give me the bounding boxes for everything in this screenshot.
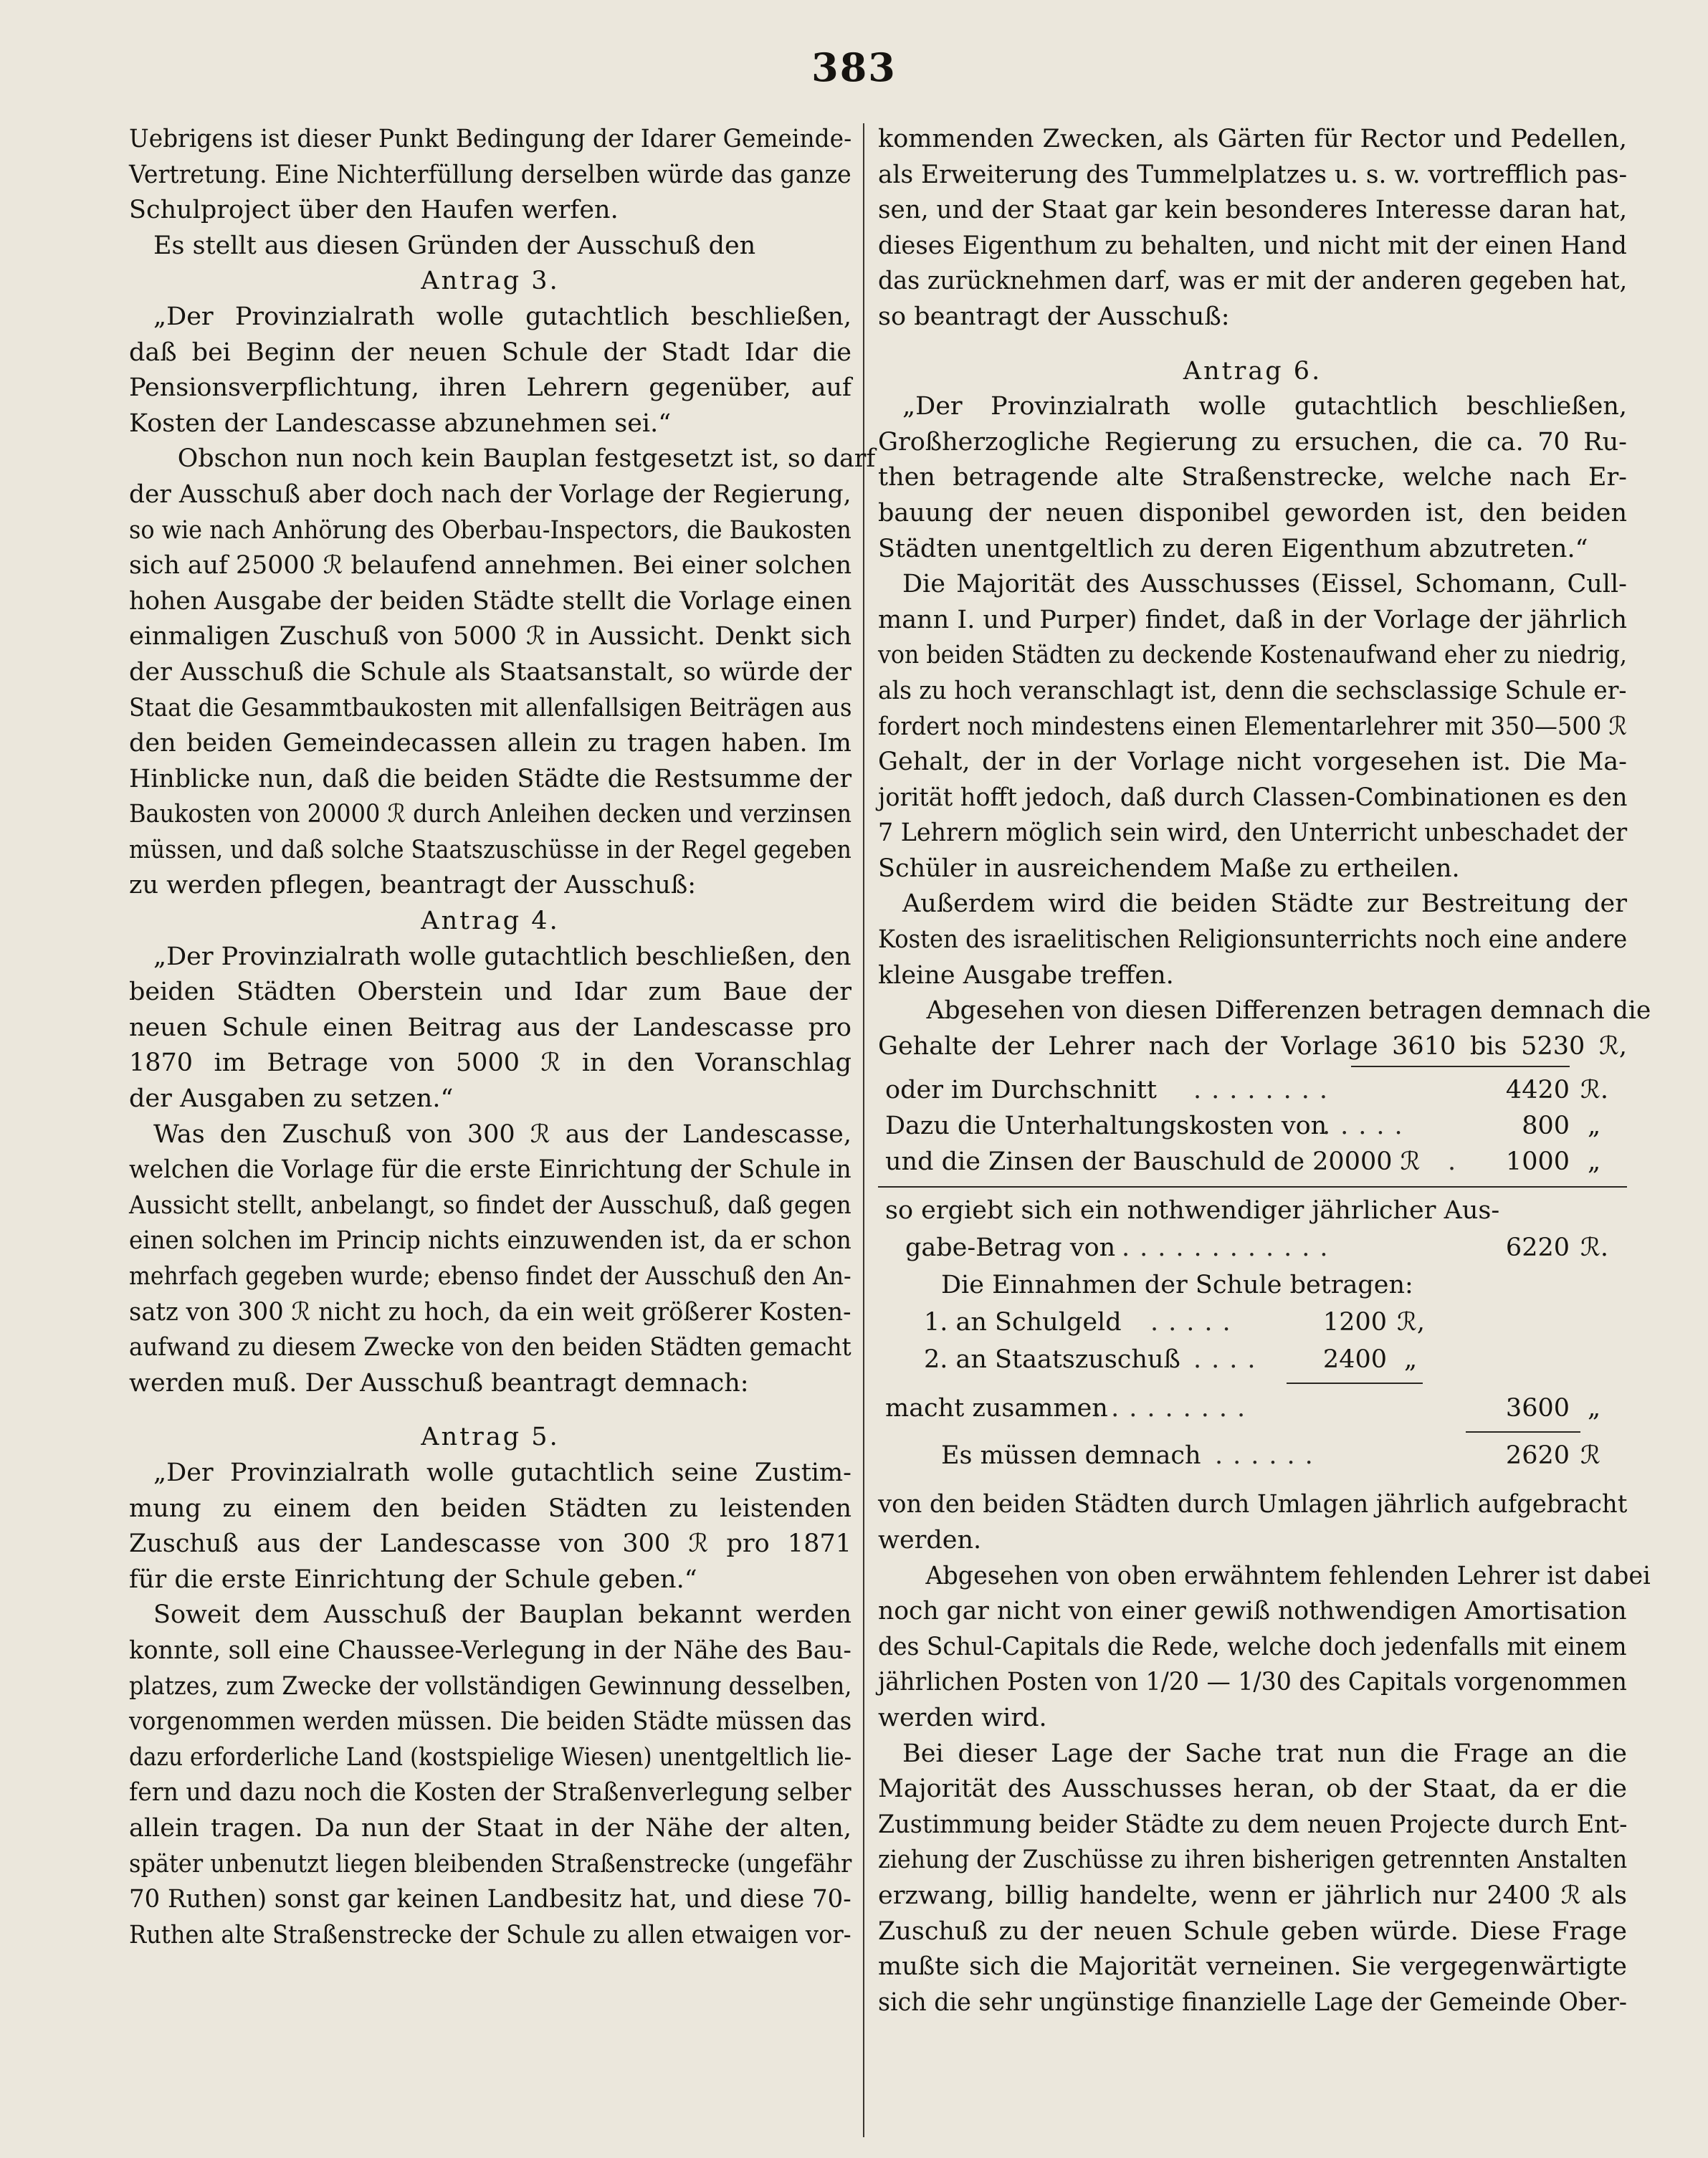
text-line: Zuschuß zu der neuen Schule geben würde. Diese Frage [878, 1916, 1627, 1946]
text-line: Außerdem wird die beiden Städte zur Bestreitung der [902, 889, 1627, 919]
motion-heading: Antrag 3. [421, 267, 560, 296]
paragraph [878, 993, 1651, 1064]
text-line: „Der Provinzialrath wolle gutachtlich beschließen, [902, 392, 1627, 421]
text-line: von den beiden Städten durch Umlagen jährlich aufgebracht [878, 1490, 1628, 1519]
page-number: 383 [811, 44, 897, 90]
text-line: hohen Ausgabe der beiden Städte stellt die Vorlage einen [129, 586, 852, 616]
leader-dots: .... [1193, 1345, 1266, 1375]
text-line: mehrfach gegeben wurde; ebenso findet der Ausschuß den An- [129, 1262, 851, 1291]
text-line: Großherzogliche Regierung zu ersuchen, die ca. 70 Ru- [878, 427, 1627, 457]
text-line: Baukosten von 20000 ℛ︀ durch Anleihen decken und verzinsen [129, 800, 852, 829]
motion-heading: Antrag 4. [421, 907, 560, 936]
motion-heading: Antrag 5. [421, 1423, 560, 1452]
motion-quote [129, 300, 851, 441]
text-line: Zustimmung beider Städte zu dem neuen Projecte durch Ent- [878, 1810, 1628, 1839]
text-line: mann I. und Purper) findet, daß in der Vorlage der jährlich [878, 605, 1627, 634]
rule-line [1466, 1431, 1580, 1433]
text-line: mußte sich die Majorität verneinen. Sie vergegenwärtigte [878, 1952, 1627, 1982]
calc-amount: 1000 [1505, 1147, 1570, 1177]
text-line: dieses Eigenthum zu behalten, und nicht mit der einen Hand [878, 231, 1627, 260]
calc-amount: 800 [1522, 1112, 1570, 1141]
text-line: bauung der neuen disponibel geworden ist, den beiden [878, 498, 1627, 527]
rule-line [1287, 1383, 1423, 1384]
calc-unit: ℛ︀. [1580, 1233, 1609, 1263]
text-line: Soweit dem Ausschuß der Bauplan bekannt werden [153, 1600, 851, 1630]
calc-unit: ℛ︀, [1397, 1308, 1426, 1337]
text-line: der Ausgaben zu setzen.“ [129, 1084, 454, 1114]
paragraph [129, 441, 876, 904]
text-line: Staat die Gesammtbaukosten mit allenfallsigen Beiträgen aus [129, 693, 852, 722]
calc-label: oder im Durchschnitt [885, 1076, 1158, 1105]
text-line: aufwand zu diesem Zwecke von den beiden Städten gemacht [129, 1333, 851, 1362]
calc-amount: 4420 [1505, 1076, 1570, 1105]
calc-label: und die Zinsen der Bauschuld de 20000 ℛ︀ [885, 1147, 1421, 1177]
text-line: Aussicht stellt, anbelangt, so findet der Ausschuß, daß gegen [129, 1190, 851, 1220]
text-line: daß bei Beginn der neuen Schule der Stadt Idar die [129, 338, 851, 367]
text-line: 1870 im Betrage von 5000 ℛ︀ in den Voranschlag [129, 1049, 851, 1078]
text-line: Kosten des israelitischen Religionsunterrichts noch eine andere [878, 925, 1628, 955]
text-line: „Der Provinzialrath wolle gutachtlich seine Zustim- [153, 1458, 851, 1487]
text-line: 70 Ruthen) sonst gar keinen Landbesitz hat, und diese 70- [129, 1885, 851, 1914]
text-line: Gehalt, der in der Vorlage nicht vorgesehen ist. Die Ma- [878, 748, 1627, 777]
text-line: „Der Provinzialrath wolle gutachtlich beschließen, den [153, 942, 851, 971]
text-line: konnte, soll eine Chaussee-Verlegung in der Nähe des Bau- [129, 1636, 851, 1665]
text-line: kleine Ausgabe treffen. [878, 960, 1174, 990]
text-line: neuen Schule einen Beitrag aus der Landescasse pro [129, 1013, 851, 1042]
text-line: vorgenommen werden müssen. Die beiden Städte müssen das [129, 1707, 852, 1737]
paragraph [878, 1737, 1627, 2021]
motion-heading: Antrag 6. [1183, 356, 1322, 386]
paragraph [129, 122, 851, 229]
text-line: Kosten der Landescasse abzunehmen sei.“ [129, 409, 672, 438]
calc-row [878, 1268, 1627, 1304]
calc-amount: 2400 [1322, 1345, 1387, 1375]
calc-row [878, 1391, 1627, 1427]
text-line: Es stellt aus diesen Gründen der Ausschuß den [153, 231, 756, 260]
text-line: erzwang, billig handelte, wenn er jährlich nur 2400 ℛ︀ als [878, 1881, 1627, 1910]
text-line: Uebrigens ist dieser Punkt Bedingung der Idarer Gemeinde- [129, 125, 852, 153]
text-line: allein tragen. Da nun der Staat in der Nähe der alten, [129, 1813, 851, 1843]
text-line: platzes, zum Zwecke der vollständigen Gewinnung desselben, [129, 1671, 852, 1701]
text-line: zu werden pflegen, beantragt der Ausschuß: [129, 871, 697, 900]
text-line: so wie nach Anhörung des Oberbau-Inspectors, die Baukosten [129, 515, 851, 545]
left-column [129, 122, 876, 1953]
leader-dots: ..... [1150, 1308, 1241, 1337]
calc-row [878, 1145, 1627, 1180]
text-line: für die erste Einrichtung der Schule geben.“ [129, 1565, 697, 1594]
text-line: den beiden Gemeindecassen allein zu tragen haben. Im [129, 729, 851, 758]
text-line: Bei dieser Lage der Sache trat nun die Frage an die [902, 1739, 1627, 1768]
column-divider [863, 123, 864, 2137]
text-line: der Ausschuß die Schule als Staatsanstalt, so würde der [129, 657, 851, 687]
leader-dots: ..... [1322, 1112, 1413, 1141]
text-line: Vertretung. Eine Nichterfüllung derselben würde das ganze [129, 160, 851, 189]
text-line: Abgesehen von diesen Differenzen betragen demnach die [926, 996, 1651, 1026]
calc-row [878, 1342, 1627, 1378]
leader-dots: ........ [1193, 1076, 1338, 1105]
text-line: Was den Zuschuß von 300 ℛ︀ aus der Landescasse, [153, 1119, 851, 1149]
text-line: Pensionsverpflichtung, ihren Lehrern gegenüber, auf [129, 373, 851, 403]
motion-quote [878, 389, 1627, 567]
text-line: der Ausschuß aber doch nach der Vorlage der Regierung, [129, 479, 851, 509]
rule-line [1351, 1066, 1570, 1067]
text-line: Obschon nun noch kein Bauplan festgesetzt ist, so darf [177, 444, 876, 474]
text-line: Städten unentgeltlich zu deren Eigenthum abzutreten.“ [878, 534, 1588, 563]
calc-row [878, 1073, 1627, 1109]
text-line: Die Majorität des Ausschusses (Eissel, Schomann, Cull- [902, 570, 1627, 599]
calc-row [878, 1305, 1627, 1341]
calc-label: 1. an Schulgeld [924, 1308, 1122, 1337]
text-line: sich auf 25000 ℛ︀ belaufend annehmen. Bei einer solchen [129, 551, 852, 581]
paragraph [878, 122, 1627, 335]
text-line: Zuschuß aus der Landescasse von 300 ℛ︀ pro 1871 [129, 1529, 851, 1559]
calc-unit: ℛ︀ [1580, 1441, 1600, 1471]
text-line: ziehung der Zuschüsse zu ihren bisherigen getrennten Anstalten [878, 1846, 1628, 1875]
calc-label: 2. an Staatszuschuß [924, 1345, 1180, 1375]
text-line: then betragende alte Straßenstrecke, welche nach Er- [878, 463, 1627, 492]
text-line: dazu erforderliche Land (kostspielige Wiesen) unentgeltlich lie- [129, 1742, 852, 1772]
calc-row [878, 1193, 1627, 1229]
calc-unit: ℛ︀. [1580, 1076, 1609, 1105]
calc-unit: „ [1404, 1345, 1418, 1375]
text-line: als Erweiterung des Tummelplatzes u. s. w. vortrefflich pas- [878, 160, 1628, 189]
text-line: sen, und der Staat gar kein besonderes Interesse daran hat, [878, 196, 1628, 225]
leader-dots: ...... [1215, 1441, 1323, 1471]
cost-calculation [878, 1064, 1627, 1537]
text-line: werden. [878, 1526, 982, 1555]
text-line: Ruthen alte Straßenstrecke der Schule zu allen etwaigen vor- [129, 1920, 851, 1949]
leader-dots: . [1448, 1147, 1466, 1177]
text-line: von beiden Städten zu deckende Kostenaufwand eher zu niedrig, [878, 641, 1627, 670]
text-line: Gehalte der Lehrer nach der Vorlage 3610 bis 5230 ℛ︀, [878, 1031, 1627, 1061]
text-line: „Der Provinzialrath wolle gutachtlich beschließen, [153, 302, 851, 331]
calc-unit: „ [1588, 1147, 1601, 1177]
text-line: einmaligen Zuschuß von 5000 ℛ︀ in Aussicht. Denkt sich [129, 622, 851, 651]
text-line: jorität hofft jedoch, daß durch Classen-Combinationen es den [878, 783, 1628, 812]
motion-quote [129, 940, 851, 1117]
text-line: Majorität des Ausschusses heran, ob der Staat, da er die [878, 1775, 1627, 1804]
text-line: später unbenutzt liegen bleibenden Straßenstrecke (ungefähr [129, 1849, 852, 1878]
paragraph [878, 567, 1627, 887]
leader-dots: ......... [1093, 1394, 1256, 1423]
text-line: Hinblicke nun, daß die beiden Städte die Restsumme der [129, 764, 852, 793]
text-line: werden wird. [878, 1704, 1047, 1732]
calc-text: so ergiebt sich ein nothwendiger jährlicher Aus- [885, 1196, 1500, 1226]
calc-row [878, 1231, 1627, 1266]
motion-quote [129, 1456, 851, 1598]
paragraph [129, 1117, 851, 1402]
text-line: Abgesehen von oben erwähntem fehlenden Lehrer ist dabei [925, 1561, 1651, 1590]
text-line: fern und dazu noch die Kosten der Straßenverlegung selber [129, 1778, 851, 1808]
rule-line [878, 1186, 1627, 1188]
calc-row [878, 1109, 1627, 1145]
calc-amount: 6220 [1505, 1233, 1570, 1263]
calc-label: macht zusammen [885, 1394, 1108, 1423]
text-line: 7 Lehrern möglich sein wird, den Unterricht unbeschadet der [878, 818, 1628, 848]
text-line: als zu hoch veranschlagt ist, denn die sechsclassige Schule er- [878, 676, 1627, 705]
calc-amount: 1200 [1322, 1308, 1387, 1337]
leader-dots: ............ [1122, 1233, 1338, 1263]
paragraph [129, 1598, 851, 1953]
text-line: welchen die Vorlage für die erste Einrichtung der Schule in [129, 1155, 851, 1185]
text-line: müssen, und daß solche Staatszuschüsse in der Regel gegeben [129, 835, 851, 864]
paragraph [878, 1559, 1651, 1737]
text-line: so beantragt der Ausschuß: [878, 302, 1230, 331]
text-line: Schüler in ausreichendem Maße zu ertheilen. [878, 854, 1460, 883]
calc-unit: „ [1588, 1112, 1601, 1141]
calc-amount: 3600 [1505, 1394, 1570, 1423]
calc-label: Dazu die Unterhaltungskosten von [885, 1112, 1327, 1141]
paragraph [878, 887, 1627, 993]
text-line: kommenden Zwecken, als Gärten für Rector und Pedellen, [878, 125, 1627, 153]
text-line: jährlichen Posten von 1/20 — 1/30 des Capitals vorgenommen [878, 1668, 1627, 1697]
calc-label: gabe-Betrag von [905, 1233, 1116, 1263]
text-line: sich die sehr ungünstige finanzielle Lage der Gemeinde Ober- [878, 1987, 1627, 2017]
text-line: satz von 300 ℛ︀ nicht zu hoch, da ein weit größerer Kosten- [129, 1297, 851, 1327]
text-line: beiden Städten Oberstein und Idar zum Baue der [129, 978, 851, 1007]
text-line: des Schul-Capitals die Rede, welche doch jedenfalls mit einem [878, 1632, 1627, 1661]
text-line: Schulproject über den Haufen werfen. [129, 196, 619, 225]
text-line: das zurücknehmen darf, was er mit der anderen gegeben hat, [878, 267, 1628, 296]
calc-label: Es müssen demnach [941, 1441, 1201, 1471]
calc-row [878, 1438, 1627, 1474]
text-line: fordert noch mindestens einen Elementarlehrer mit 350—500 ℛ︀ [878, 712, 1628, 741]
calc-amount: 2620 [1505, 1441, 1570, 1471]
calc-unit: „ [1588, 1394, 1601, 1423]
text-line: einen solchen im Princip nichts einzuwenden ist, da er schon [129, 1226, 851, 1256]
text-line: noch gar nicht von einer gewiß nothwendigen Amortisation [878, 1597, 1627, 1626]
right-column [878, 122, 1651, 2020]
text-line: werden muß. Der Ausschuß beantragt demnach: [129, 1368, 749, 1398]
calc-text: Die Einnahmen der Schule betragen: [941, 1271, 1413, 1300]
text-line: mung zu einem den beiden Städten zu leistenden [129, 1494, 851, 1523]
